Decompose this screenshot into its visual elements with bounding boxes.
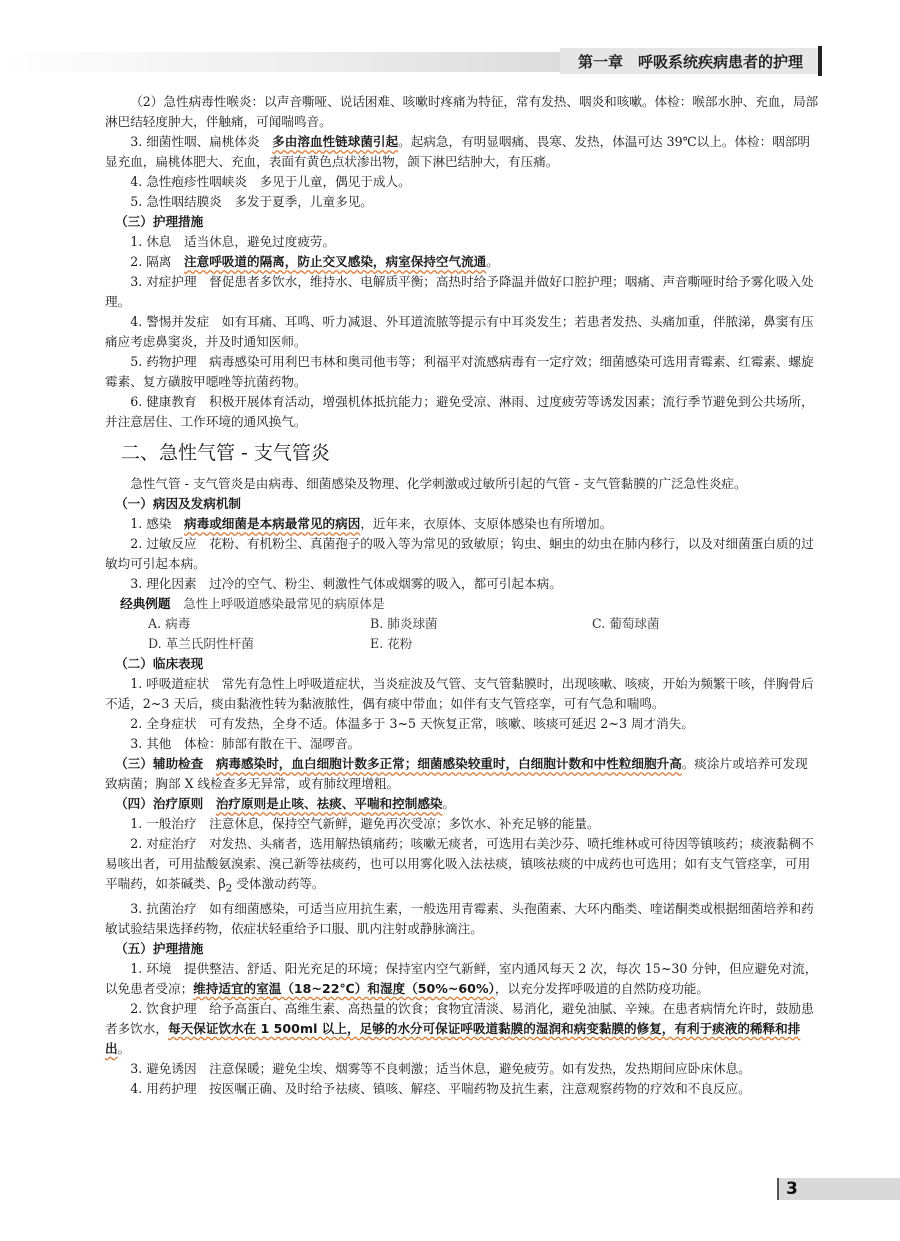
paragraph-physical-chemical: 3. 理化因素 过冷的空气、粉尘、刺激性气体或烟雾的吸入，都可引起本病。: [130, 576, 562, 591]
paragraph-bronchitis-intro: 急性气管 - 支气管炎是由病毒、细菌感染及物理、化学刺激或过敏所引起的气管 - 支气管黏膜的广泛急性炎症。: [130, 476, 747, 491]
page-body: [105, 92, 820, 1099]
highlight-isolation: 注意呼吸道的隔离，防止交叉感染，病室保持空气流通: [184, 254, 487, 269]
paragraph-drug-care: 5. 药物护理 病毒感染可用利巴韦林和奥司他韦等；利福平对流感病毒有一定疗效；细菌感染可选用青霉素、红霉素、螺旋霉素、复方磺胺甲噁唑等抗菌药物。: [105, 354, 814, 389]
paragraph-health-education: 6. 健康教育 积极开展体育活动，增强机体抵抗能力；避免受凉、淋雨、过度疲劳等诱发因素；流行季节避免到公共场所，并注意居住、工作环境的通风换气。: [105, 394, 814, 429]
paragraph-symptomatic-treatment: 2. 对症治疗 对发热、头痛者，选用解热镇痛药；咳嗽无痰者，可选用右美沙芬、喷托维林或可待因等镇咳药；痰液黏稠不易咳出者，可用盐酸氨溴索、溴己新等祛痰药，也可以用雾化吸入法祛痰，镇咳祛痰的中成药也可选用；如有支气管痉挛，可用平喘药，如茶碱类、$\beta_2$ 受体激动药等。: [105, 836, 814, 895]
paragraph-infection: 1. 感染 病毒或细菌是本病最常见的病因，近年来，衣原体、支原体感染也有所增加。: [130, 516, 613, 531]
page-number-rule: [777, 1178, 779, 1200]
paragraph-avoid-triggers: 3. 避免诱因 注意保暖；避免尘埃、烟雾等不良刺激；适当休息，避免疲劳。如有发热，发热期间应卧床休息。: [130, 1060, 751, 1076]
highlight-streptococcus: 多由溶血性链球菌引起: [272, 134, 399, 149]
option-b: B. 肺炎球菌: [370, 616, 438, 631]
heading-clinical: （二）临床表现: [115, 656, 204, 671]
example-tag: 经典例题: [120, 596, 171, 611]
paragraph-pharyngoconjunctivitis: 5. 急性咽结膜炎 多发于夏季，儿童多见。: [130, 194, 373, 209]
paragraph-systemic-symptoms: 2. 全身症状 可有发热，全身不适。体温多于 3~5 天恢复正常，咳嗽、咳痰可延迟 2~3 周才消失。: [130, 716, 694, 731]
highlight-temperature-humidity: 维持适宜的室温（18~22℃）和湿度（50%~60%）: [193, 980, 495, 996]
heading-care-measures: （五）护理措施: [115, 940, 204, 956]
paragraph-respiratory-symptoms: 1. 呼吸道症状 常先有急性上呼吸道症状，当炎症波及气管、支气管黏膜时，出现咳嗽、咳痰，开始为频繁干咳，伴胸骨后不适，2~3 天后，痰由黏液性转为黏液脓性，偶有痰中带血；如伴有支气管痉挛，可有气急和喘鸣。: [105, 676, 814, 711]
paragraph-viral-laryngitis: （2）急性病毒性喉炎：以声音嘶哑、说话困难、咳嗽时疼痛为特征，常有发热、咽炎和咳嗽。体检：喉部水肿、充血，局部淋巴结轻度肿大，伴触痛，可闻喘鸣音。: [105, 94, 819, 129]
chapter-title: 第一章 呼吸系统疾病患者的护理: [578, 53, 804, 71]
paragraph-herpangina: 4. 急性疱疹性咽峡炎 多见于儿童，偶见于成人。: [130, 174, 411, 189]
paragraph-environment: 1. 环境 提供整洁、舒适、阳光充足的环境；保持室内空气新鲜，室内通风每天 2 次，每次 15~30 分钟，但应避免对流，以免患者受凉；维持适宜的室温（18~22℃）和湿度（50%~60%），以充分发挥呼吸道的自然防疫功能。: [105, 960, 818, 996]
option-c: C. 葡萄球菌: [592, 616, 660, 631]
heading-nursing-measures: （三）护理措施: [115, 214, 204, 229]
highlight-treatment: 治疗原则是止咳、祛痰、平喘和控制感染: [215, 796, 443, 811]
section-title-bronchitis: 二、急性气管 - 支气管炎: [121, 442, 330, 464]
highlight-blood-count: 病毒感染时，血白细胞计数多正常；细菌感染较重时，白细胞计数和中性粒细胞升高: [215, 756, 682, 771]
heading-etiology: （一）病因及发病机制: [115, 496, 242, 511]
paragraph-other-signs: 3. 其他 体检：肺部有散在干、湿啰音。: [130, 736, 361, 751]
paragraph-diet: 2. 饮食护理 给予高蛋白、高维生素、高热量的饮食；食物宜清淡、易消化，避免油腻、辛辣。在患者病情允许时，鼓励患者多饮水，每天保证饮水在 1 500ml 以上，足够的水分可保证呼吸道黏膜的湿润和病变黏膜的修复，有利于痰液的稀释和排出。: [105, 1000, 814, 1056]
paragraph-treatment-principle: （四）治疗原则 治疗原则是止咳、祛痰、平喘和控制感染。: [115, 796, 456, 811]
example-question: 急性上呼吸道感染最常见的病原体是: [183, 596, 385, 611]
paragraph-allergy: 2. 过敏反应 花粉、有机粉尘、真菌孢子的吸入等为常见的致敏原；钩虫、蛔虫的幼虫在肺内移行，以及对细菌蛋白质的过敏均可引起本病。: [105, 536, 814, 571]
header-gradient: [0, 52, 560, 72]
paragraph-rest: 1. 休息 适当休息，避免过度疲劳。: [130, 234, 336, 249]
option-d: D. 革兰氏阴性杆菌: [148, 636, 254, 651]
option-a: A. 病毒: [148, 616, 191, 631]
paragraph-general-treatment: 1. 一般治疗 注意休息，保持空气新鲜，避免再次受凉；多饮水、补充足够的能量。: [130, 816, 600, 831]
header-rule: [818, 46, 822, 76]
classic-example: [105, 594, 820, 614]
paragraph-bacterial-pharyngitis: 3. 细菌性咽、扁桃体炎 多由溶血性链球菌引起。起病急，有明显咽痛、畏寒、发热，体温可达 39℃以上。体检：咽部明显充血，扁桃体肥大、充血，表面有黄色点状渗出物，颌下淋巴结肿大，有压痛。: [105, 134, 811, 169]
page-number: 3: [786, 1179, 798, 1199]
paragraph-medication: 4. 用药护理 按医嘱正确、及时给予祛痰、镇咳、解痉、平喘药物及抗生素，注意观察药物的疗效和不良反应。: [130, 1080, 751, 1096]
paragraph-complications: 4. 警惕并发症 如有耳痛、耳鸣、听力减退、外耳道流脓等提示有中耳炎发生；若患者发热、头痛加重，伴脓涕，鼻窦有压痛应考虑鼻窦炎，并及时通知医师。: [105, 314, 814, 349]
paragraph-auxiliary-exam: （三）辅助检查 病毒感染时，血白细胞计数多正常；细菌感染较重时，白细胞计数和中性粒细胞升高。痰涂片或培养可发现致病菌；胸部 X 线检查多无异常，或有肺纹理增粗。: [105, 756, 808, 791]
highlight-common-cause: 病毒或细菌是本病最常见的病因: [184, 516, 361, 531]
paragraph-antibacterial: 3. 抗菌治疗 如有细菌感染，可适当应用抗生素，一般选用青霉素、头孢菌素、大环内酯类、喹诺酮类或根据细菌培养和药敏试验结果选择药物，依症状轻重给予口服、肌内注射或静脉滴注。: [105, 900, 814, 936]
option-e: E. 花粉: [370, 636, 413, 651]
highlight-water-intake: 每天保证饮水在 1 500ml 以上，足够的水分可保证呼吸道黏膜的湿润和病变黏膜的修复，有利于痰液的稀释和排出: [105, 1020, 801, 1056]
example-options: [105, 614, 820, 654]
paragraph-symptomatic-care: 3. 对症护理 督促患者多饮水，维持水、电解质平衡；高热时给予降温并做好口腔护理；咽痛、声音嘶哑时给予雾化吸入处理。: [105, 274, 814, 309]
paragraph-isolation: 2. 隔离 注意呼吸道的隔离，防止交叉感染，病室保持空气流通。: [130, 254, 499, 269]
running-header: [0, 46, 900, 76]
